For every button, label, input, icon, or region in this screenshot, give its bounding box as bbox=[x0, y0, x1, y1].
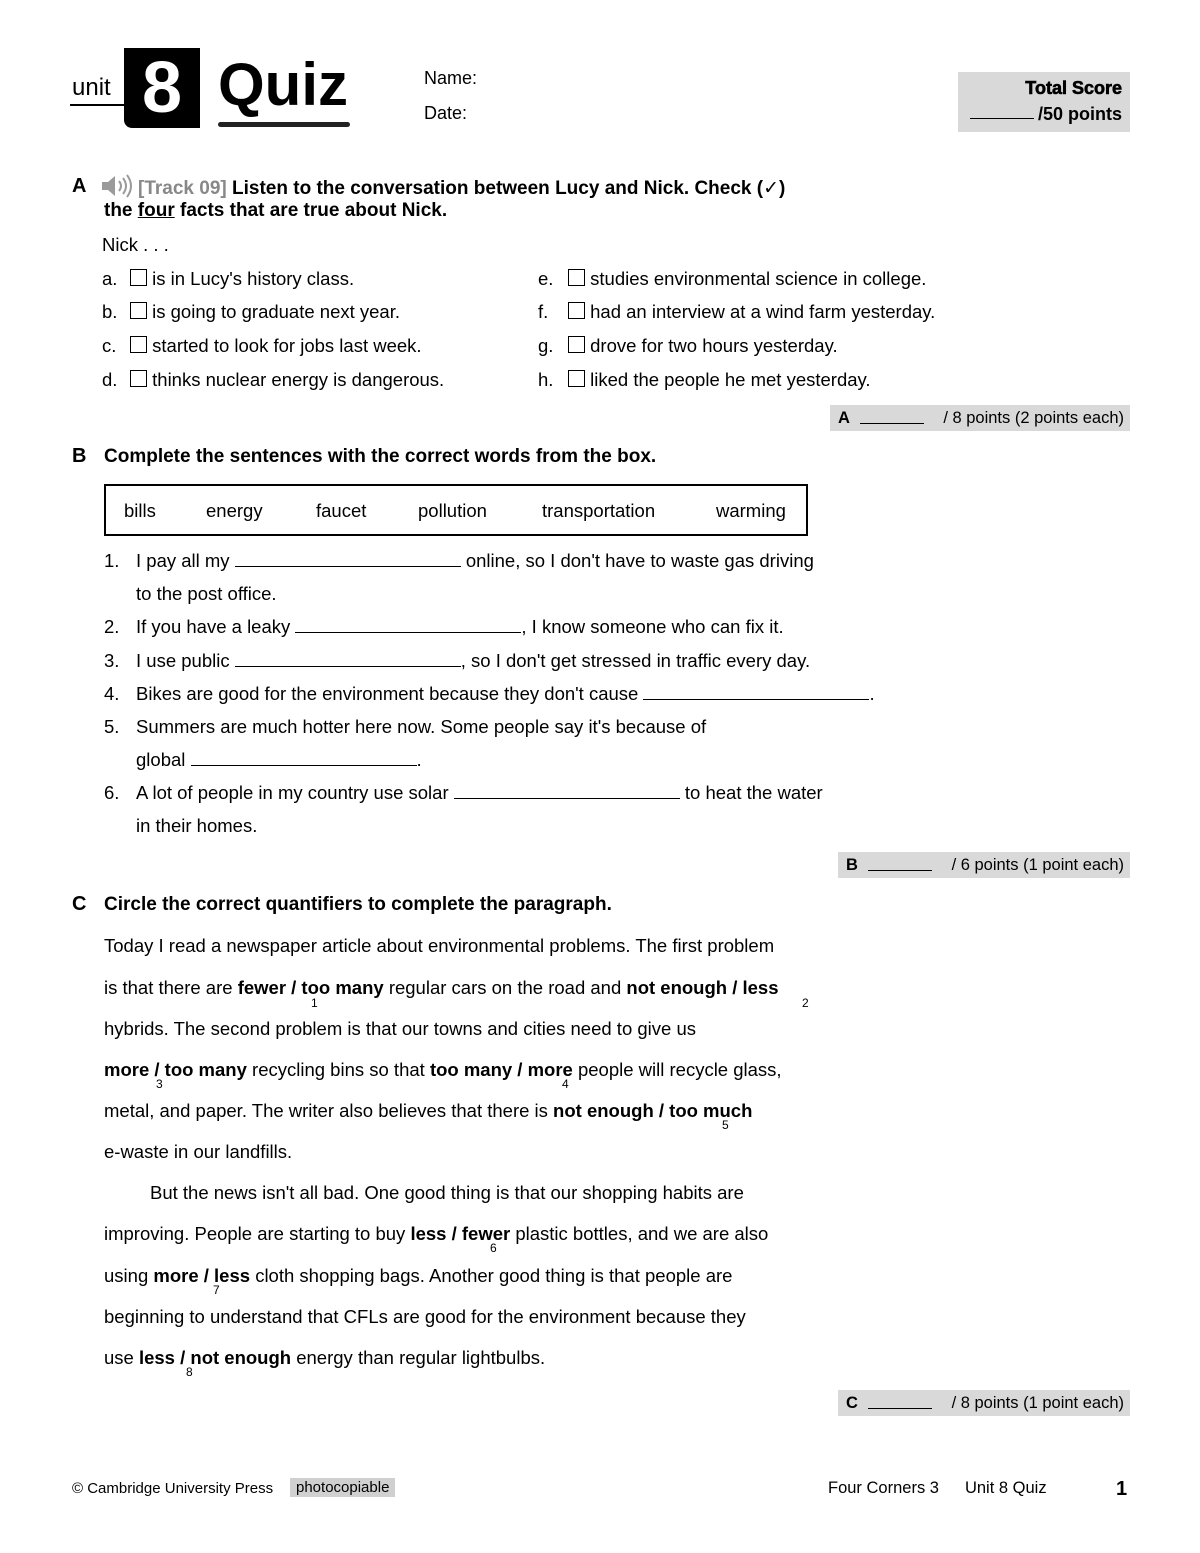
checkbox[interactable] bbox=[568, 302, 585, 319]
sentence-item: 2. If you have a leaky , I know someone who can fix it. bbox=[104, 616, 784, 637]
word-box bbox=[104, 484, 808, 536]
choice-number: 8 bbox=[186, 1365, 193, 1379]
sentence-item: 3. I use public , so I don't get stressed in traffic every day. bbox=[104, 650, 811, 671]
quantifier-choice-5[interactable]: not enough / too much bbox=[553, 1100, 753, 1121]
sentence-item: 5. Summers are much hotter here now. Some people say it's because of bbox=[104, 716, 707, 737]
page-number: 1 bbox=[1116, 1478, 1128, 1500]
check-mark-icon: ✓ bbox=[763, 178, 780, 199]
unit-label: unit bbox=[72, 74, 111, 101]
list-item: c. started to look for jobs last week. bbox=[102, 335, 422, 356]
date-label: Date: bbox=[424, 103, 468, 123]
paragraph-line: using more / less cloth shopping bags. Another good thing is that people are bbox=[104, 1265, 733, 1286]
total-score-points: /50 points bbox=[1037, 104, 1122, 124]
word-box-item: transportation bbox=[542, 500, 656, 521]
footer-book-info: Four Corners 3 Unit 8 Quiz bbox=[828, 1479, 1047, 1497]
score-blank[interactable] bbox=[860, 423, 924, 424]
unit-underline bbox=[70, 104, 128, 106]
name-label: Name: bbox=[424, 68, 478, 88]
total-score-blank[interactable] bbox=[970, 118, 1034, 119]
checkbox[interactable] bbox=[130, 302, 147, 319]
section-b-instruction: Complete the sentences with the correct words from the box. bbox=[104, 446, 657, 467]
answer-blank[interactable] bbox=[191, 749, 417, 766]
sentence-continuation: global . bbox=[136, 749, 422, 770]
section-b-letter: B bbox=[72, 445, 87, 467]
speaker-icon[interactable] bbox=[100, 174, 134, 203]
answer-blank[interactable] bbox=[643, 683, 869, 700]
checkbox[interactable] bbox=[568, 269, 585, 286]
section-a-stem: Nick . . . bbox=[102, 234, 169, 255]
copyright: © Cambridge University Press bbox=[72, 1480, 274, 1497]
paragraph-line: use less / not enough energy than regular lightbulbs. bbox=[104, 1347, 546, 1368]
choice-number: 1 bbox=[311, 996, 318, 1010]
word-box-item: pollution bbox=[418, 500, 487, 521]
total-score-title: Total Score bbox=[1025, 78, 1122, 98]
choice-number: 2 bbox=[802, 996, 809, 1010]
page-title: Quiz bbox=[218, 51, 348, 118]
quantifier-choice-6[interactable]: less / fewer bbox=[410, 1223, 511, 1244]
sentence-item: 1. I pay all my online, so I don't have to waste gas driving bbox=[104, 550, 814, 571]
quantifier-choice-8[interactable]: less / not enough bbox=[138, 1347, 292, 1368]
section-a-instruction-line2: the four facts that are true about Nick. bbox=[104, 200, 448, 221]
word-box-item: warming bbox=[716, 500, 786, 521]
checkbox[interactable] bbox=[130, 370, 147, 387]
checkbox[interactable] bbox=[130, 336, 147, 353]
sentence-item: 4. Bikes are good for the environment because they don't cause . bbox=[104, 683, 875, 704]
section-c-score: C / 8 points (1 point each) bbox=[838, 1390, 1130, 1416]
photocopiable-badge: photocopiable bbox=[290, 1478, 395, 1497]
answer-blank[interactable] bbox=[295, 616, 521, 633]
quantifier-choice-2[interactable]: not enough / less bbox=[626, 977, 779, 998]
choice-number: 6 bbox=[490, 1241, 497, 1255]
section-b-score: B / 6 points (1 point each) bbox=[838, 852, 1130, 878]
list-item: f. had an interview at a wind farm yesterday. bbox=[538, 301, 936, 322]
paragraph-line: e-waste in our landfills. bbox=[104, 1141, 293, 1162]
quantifier-choice-3[interactable]: more / too many bbox=[104, 1059, 247, 1080]
section-c-instruction: Circle the correct quantifiers to complete the paragraph. bbox=[104, 894, 612, 915]
list-item: e. studies environmental science in college. bbox=[538, 268, 927, 289]
unit-number-badge: 8 bbox=[124, 48, 200, 128]
section-c-letter: C bbox=[72, 893, 87, 915]
section-a-letter: A bbox=[72, 175, 87, 197]
list-item: b. is going to graduate next year. bbox=[102, 301, 401, 322]
answer-blank[interactable] bbox=[235, 550, 461, 567]
answer-blank[interactable] bbox=[235, 650, 461, 667]
list-item: g. drove for two hours yesterday. bbox=[538, 335, 838, 356]
title-underline bbox=[218, 122, 350, 127]
word-box-item: faucet bbox=[316, 500, 367, 521]
checkbox[interactable] bbox=[130, 269, 147, 286]
sentence-continuation: in their homes. bbox=[136, 815, 258, 836]
paragraph-line: improving. People are starting to buy less / fewer plastic bottles, and we are also bbox=[104, 1223, 769, 1244]
paragraph-line: hybrids. The second problem is that our towns and cities need to give us bbox=[104, 1018, 696, 1039]
list-item: h. liked the people he met yesterday. bbox=[538, 369, 871, 390]
paragraph-line: But the news isn't all bad. One good thing is that our shopping habits are bbox=[150, 1182, 744, 1203]
section-a-score: A / 8 points (2 points each) bbox=[830, 405, 1130, 431]
answer-blank[interactable] bbox=[454, 782, 680, 799]
list-item: d. thinks nuclear energy is dangerous. bbox=[102, 369, 445, 390]
score-blank[interactable] bbox=[868, 1408, 932, 1409]
checkbox[interactable] bbox=[568, 336, 585, 353]
total-score-box bbox=[958, 72, 1130, 132]
list-item: a. is in Lucy's history class. bbox=[102, 268, 355, 289]
word-box-item: bills bbox=[124, 500, 156, 521]
quantifier-choice-1[interactable]: fewer / too many bbox=[237, 977, 384, 998]
sentence-item: 6. A lot of people in my country use solar to heat the water bbox=[104, 782, 823, 803]
track-label: [Track 09] bbox=[138, 178, 227, 199]
paragraph-line: more / too many recycling bins so that too many / more people will recycle glass, bbox=[104, 1059, 782, 1080]
choice-number: 4 bbox=[562, 1077, 569, 1091]
quantifier-choice-7[interactable]: more / less bbox=[153, 1265, 251, 1286]
score-blank[interactable] bbox=[868, 870, 932, 871]
sentence-continuation: to the post office. bbox=[136, 583, 277, 604]
paragraph-line: beginning to understand that CFLs are good for the environment because they bbox=[104, 1306, 746, 1327]
paragraph-line: metal, and paper. The writer also believes that there is not enough / too much bbox=[104, 1100, 753, 1121]
paragraph-line: Today I read a newspaper article about environmental problems. The first problem bbox=[104, 935, 775, 956]
choice-number: 7 bbox=[213, 1283, 220, 1297]
word-box-item: energy bbox=[206, 500, 263, 521]
section-a-instruction: [Track 09] Listen to the conversation between Lucy and Nick. Check (✓) bbox=[138, 178, 786, 199]
checkbox[interactable] bbox=[568, 370, 585, 387]
quantifier-choice-4[interactable]: too many / more bbox=[429, 1059, 573, 1080]
choice-number: 5 bbox=[722, 1118, 729, 1132]
choice-number: 3 bbox=[156, 1077, 163, 1091]
paragraph-line: is that there are fewer / too many regular cars on the road and not enough / less bbox=[104, 977, 779, 998]
